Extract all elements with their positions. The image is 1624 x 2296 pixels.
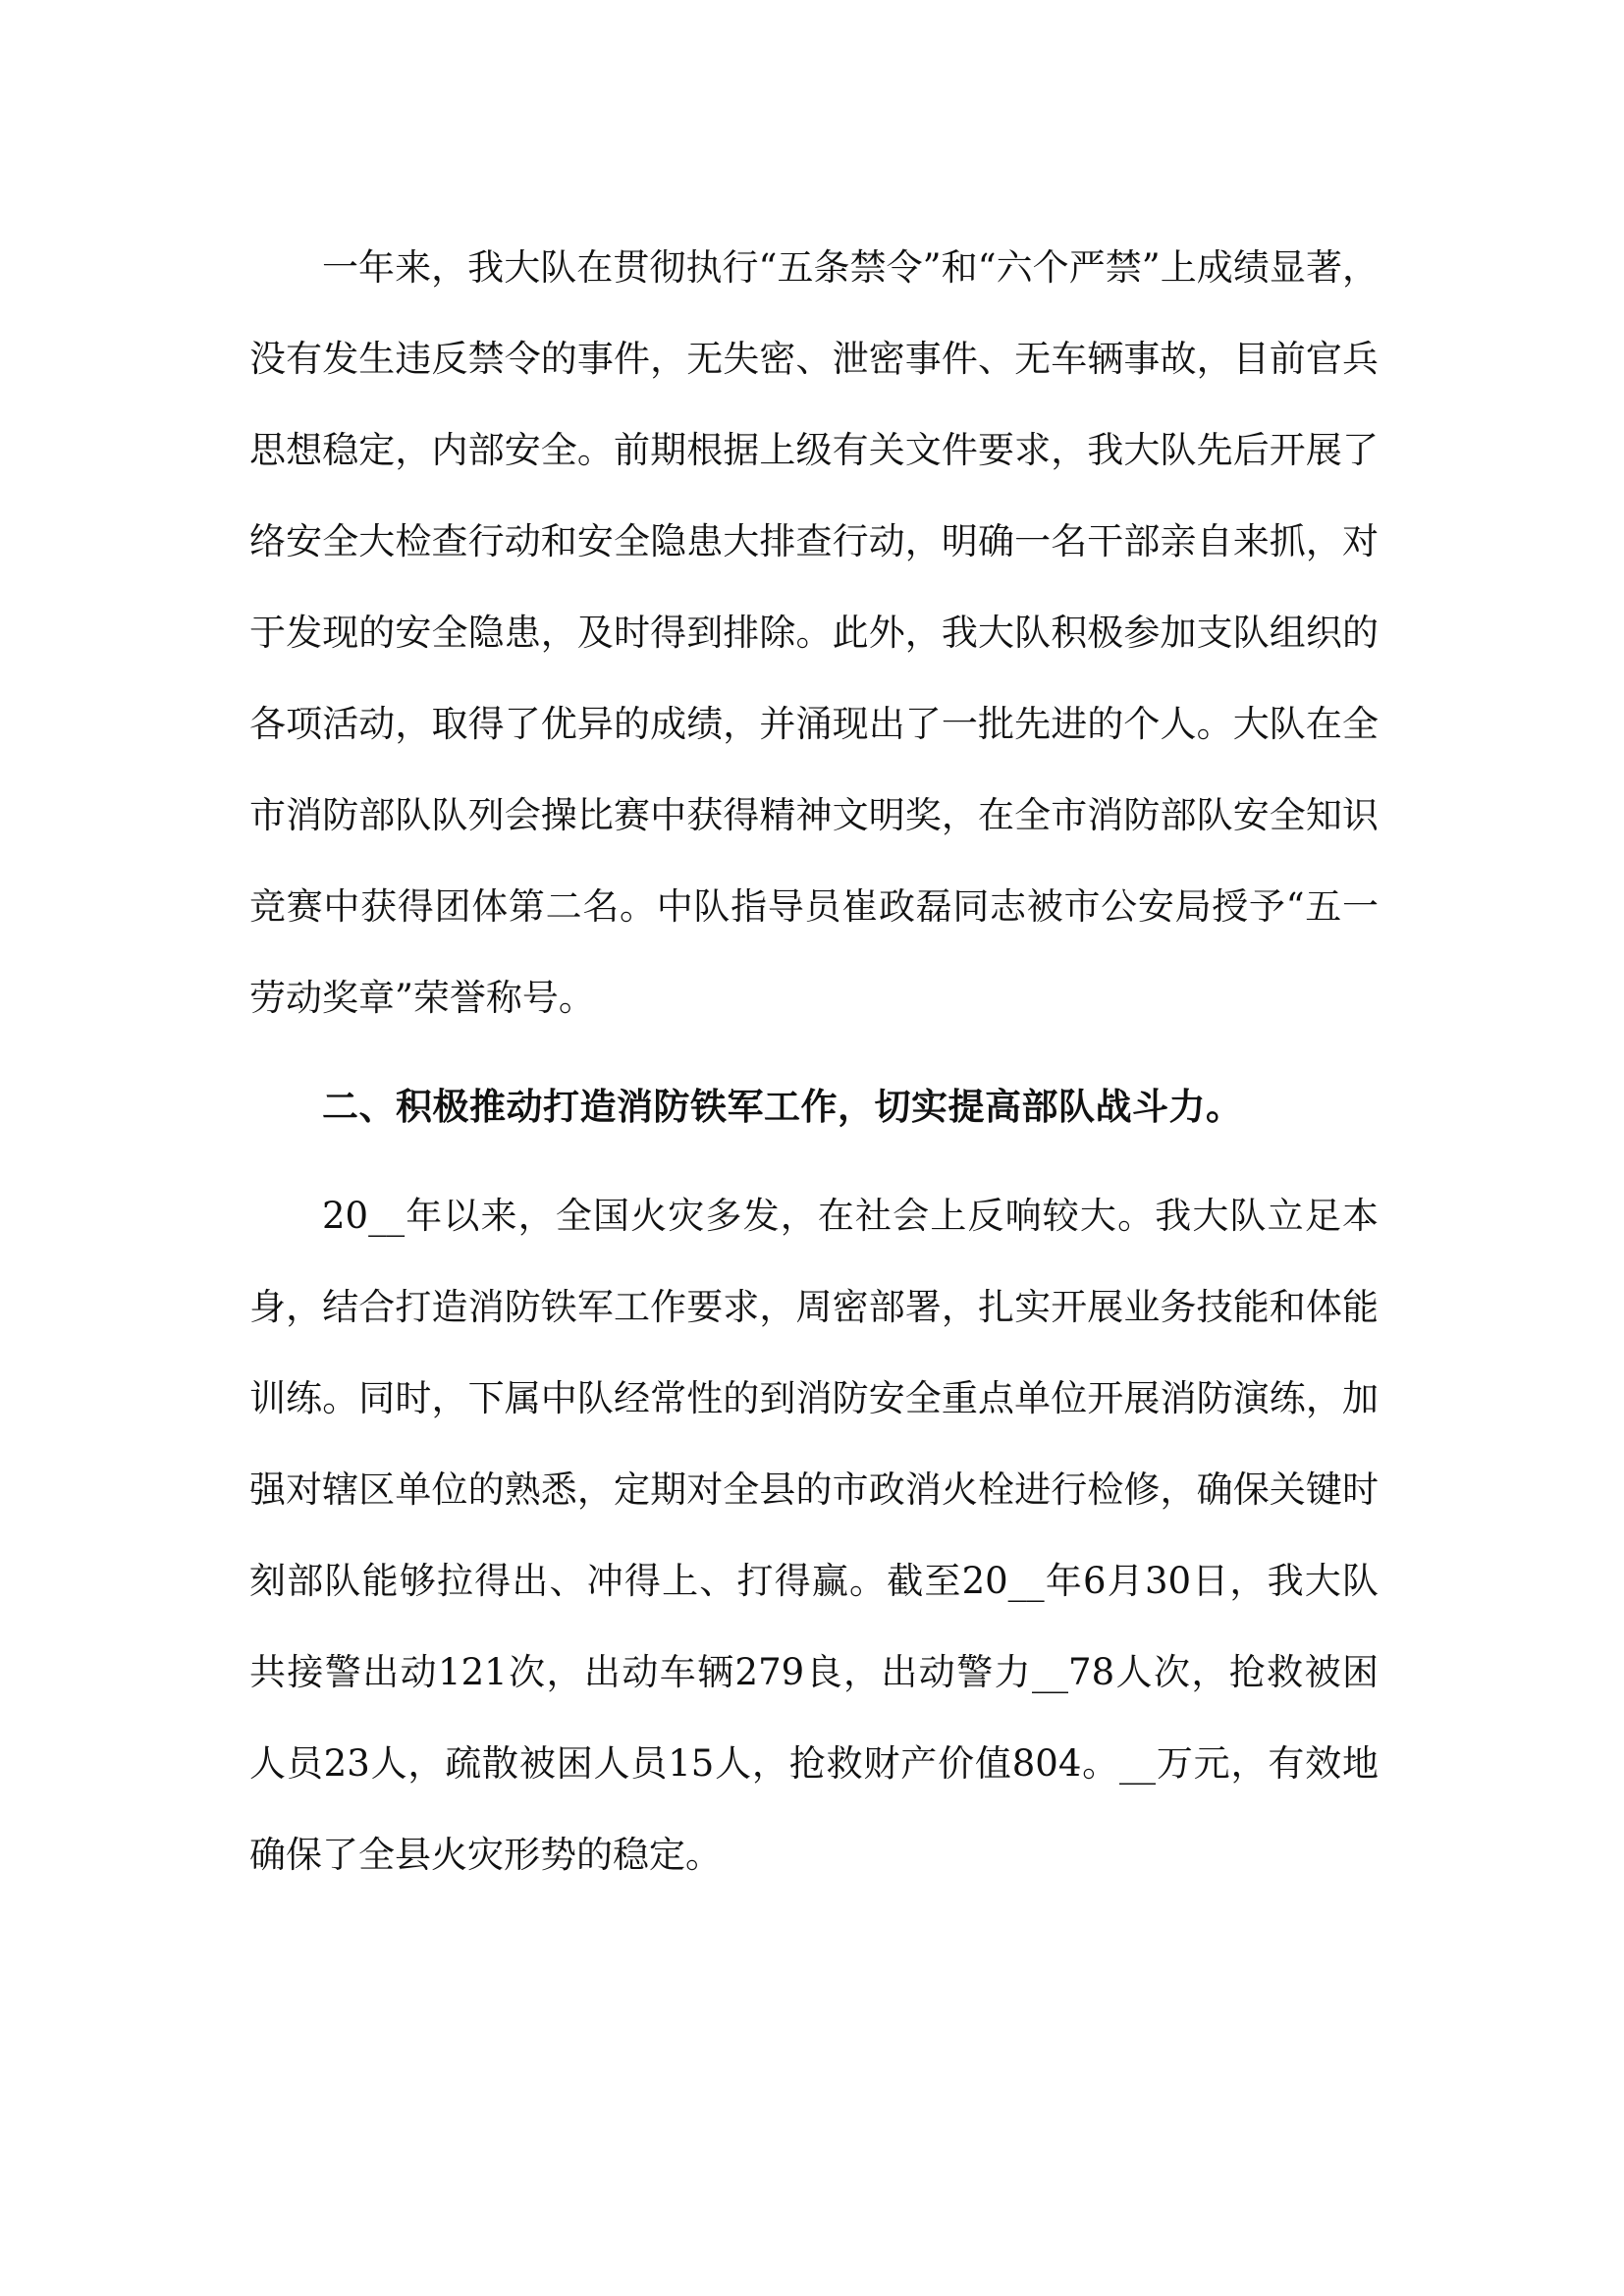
paragraph-achievements: 一年来，我大队在贯彻执行“五条禁令”和“六个严禁”上成绩显著，没有发生违反禁令的事件，无失密、泄密事件、无车辆事故，目前官兵思想稳定，内部安全。前期根据上级有关文件要求，我大队先后开展了络安全大检查行动和安全隐患大排查行动，明确一名干部亲自来抓，对于发现的安全隐患，及时得到排除。此外，我大队积极参加支队组织的各项活动，取得了优异的成绩，并涌现出了一批先进的个人。大队在全市消防部队队列会操比赛中获得精神文明奖，在全市消防部队安全知识竞赛中获得团体第二名。中队指导员崔政磊同志被市公安局授予“五一劳动奖章”荣誉称号。 — [249, 246, 1379, 1019]
paragraph-firefighting: 20__年以来，全国火灾多发，在社会上反响较大。我大队立足本身，结合打造消防铁军工作要求，周密部署，扎实开展业务技能和体能训练。同时，下属中队经常性的到消防安全重点单位开展消防演练，加强对辖区单位的熟悉，定期对全县的市政消火栓进行检修，确保关键时刻部队能够拉得出、冲得上、打得赢。截至20__年6月30日，我大队共接警出动121次，出动车辆279良，出动警力__78人次，抢救被困人员23人，疏散被困人员15人，抢救财产价值804。__万元，有效地确保了全县火灾形势的稳定。 — [249, 1195, 1379, 1876]
section-heading: 二、积极推动打造消防铁军工作，切实提高部队战斗力。 — [322, 1086, 1243, 1128]
document-body — [249, 222, 1379, 1900]
